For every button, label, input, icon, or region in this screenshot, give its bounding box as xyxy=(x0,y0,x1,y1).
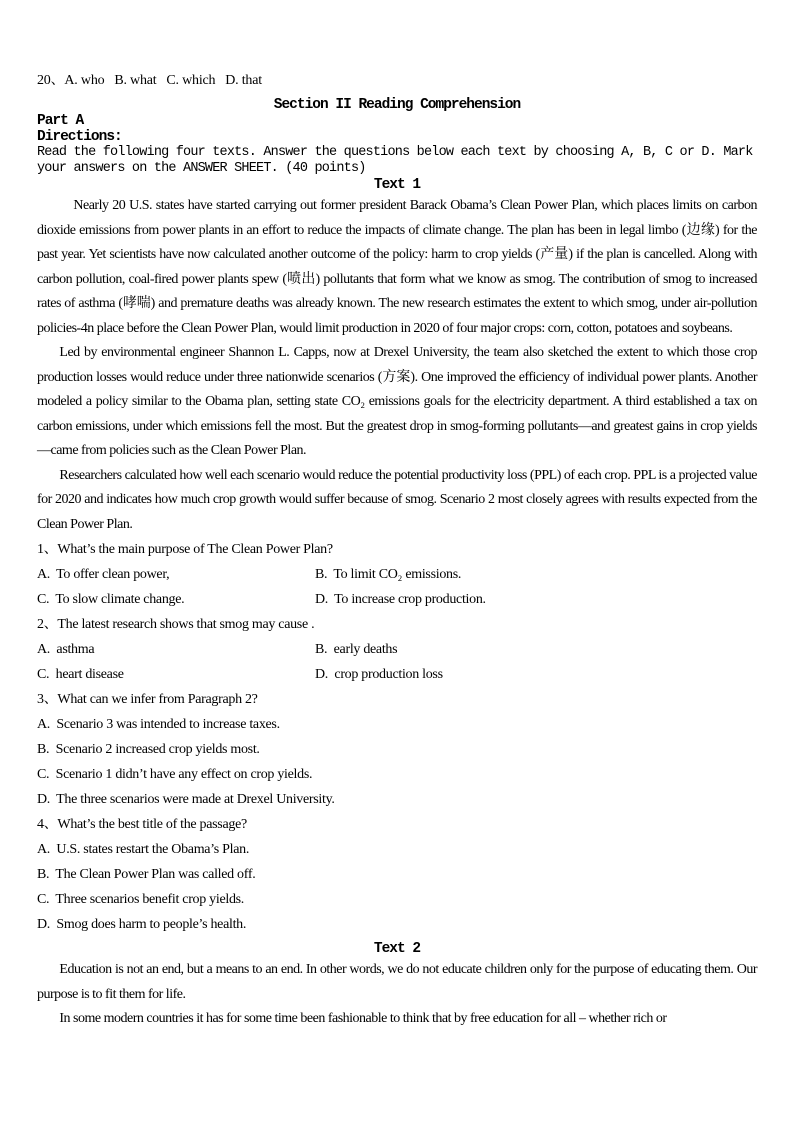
question-1 xyxy=(37,537,757,612)
option-d: D. Smog does harm to people’s health. xyxy=(37,917,247,932)
option-a: A. To offer clean power, xyxy=(37,567,170,582)
option-a: A. asthma xyxy=(37,642,95,657)
text1-heading: Text 1 xyxy=(373,177,421,193)
question-2 xyxy=(37,612,757,687)
option-c: C. heart disease xyxy=(37,667,124,682)
question-3-stem: 3、What can we infer from Paragraph 2? xyxy=(37,692,258,707)
question-4 xyxy=(37,812,757,937)
question-20-line: 20、A. who B. what C. which D. that xyxy=(37,73,262,88)
text2-paragraph-2: In some modern countries it has for some time been fashionable to think that by free education for all – whether rich or xyxy=(59,1011,667,1026)
option-d: D. The three scenarios were made at Drexel University. xyxy=(37,792,335,807)
option-b: B. Scenario 2 increased crop yields most. xyxy=(37,742,260,757)
option-c: C. Three scenarios benefit crop yields. xyxy=(37,892,245,907)
text1-paragraph-2: Led by environmental engineer Shannon L. Capps, now at Drexel University, the team also sketched the extent to which those crop production losses would reduce under three nationwide scenarios (方案). One improved the efficiency of individual power plants. Another modeled a policy similar to the Obama plan, setting state CO₂ emissions goals for the electricity department. A third established a tax on carbon emissions, under which emissions fell the most. But the greatest drop in smog-forming pollutants—and greatest gains in crop yields—came from policies such as the Clean Power Plan. xyxy=(37,345,757,458)
option-a: A. U.S. states restart the Obama’s Plan. xyxy=(37,842,250,857)
option-a: A. Scenario 3 was intended to increase taxes. xyxy=(37,717,280,732)
question-1-stem: 1、What’s the main purpose of The Clean Power Plan? xyxy=(37,542,333,557)
text2-paragraph-1: Education is not an end, but a means to an end. In other words, we do not educate children only for the purpose of educating them. Our purpose is to fit them for life. xyxy=(37,962,757,1002)
directions-label: Directions: xyxy=(37,128,122,145)
part-a-label: Part A xyxy=(37,113,84,129)
option-b: B. The Clean Power Plan was called off. xyxy=(37,867,256,882)
question-2-options xyxy=(37,637,757,687)
question-4-stem: 4、What’s the best title of the passage? xyxy=(37,817,247,832)
question-1-options xyxy=(37,562,757,612)
option-d: D. To increase crop production. xyxy=(315,592,486,607)
option-c: C. To slow climate change. xyxy=(37,592,185,607)
question-3 xyxy=(37,687,757,812)
option-c: C. Scenario 1 didn’t have any effect on crop yields. xyxy=(37,767,313,782)
option-d: D. crop production loss xyxy=(315,667,443,682)
option-b: B. To limit CO₂ emissions. xyxy=(315,567,462,582)
text2-heading: Text 2 xyxy=(373,941,421,957)
directions-text: Read the following four texts. Answer the questions below each text by choosing A, B, C or D. Mark your answers on the ANSWER SHEET. (40 points) xyxy=(37,145,753,176)
section-heading: Section II Reading Comprehension xyxy=(273,97,521,113)
text1-paragraph-3: Researchers calculated how well each scenario would reduce the potential productivity loss (PPL) of each crop. PPL is a projected value for 2020 and indicates how much crop growth would suffer because of smog. Scenario 2 most closely agrees with results expected from the Clean Power Plan. xyxy=(37,467,757,532)
option-b: B. early deaths xyxy=(315,642,398,657)
text1-paragraph-1: Nearly 20 U.S. states have started carrying out former president Barack Obama’s Clean Power Plan, which places limits on carbon dioxide emissions from power plants in an effort to reduce the impacts of climate change. The plan has been in legal limbo (边缘) for the past year. Yet scientists have now calculated another outcome of the policy: harm to crop yields (产量) if the plan is cancelled. Along with carbon pollution, coal-fired power plants spew (喷出) pollutants that form what we know as smog. The contribution of smog to increased rates of asthma (哮喘) and premature deaths was already known. The new research estimates the extent to which smog, under air-pollution policies-4n place before the Clean Power Plan, would limit production in 2020 of four major crops: corn, cotton, potatoes and soybeans. xyxy=(37,198,757,336)
question-2-stem: 2、The latest research shows that smog may cause . xyxy=(37,617,315,632)
